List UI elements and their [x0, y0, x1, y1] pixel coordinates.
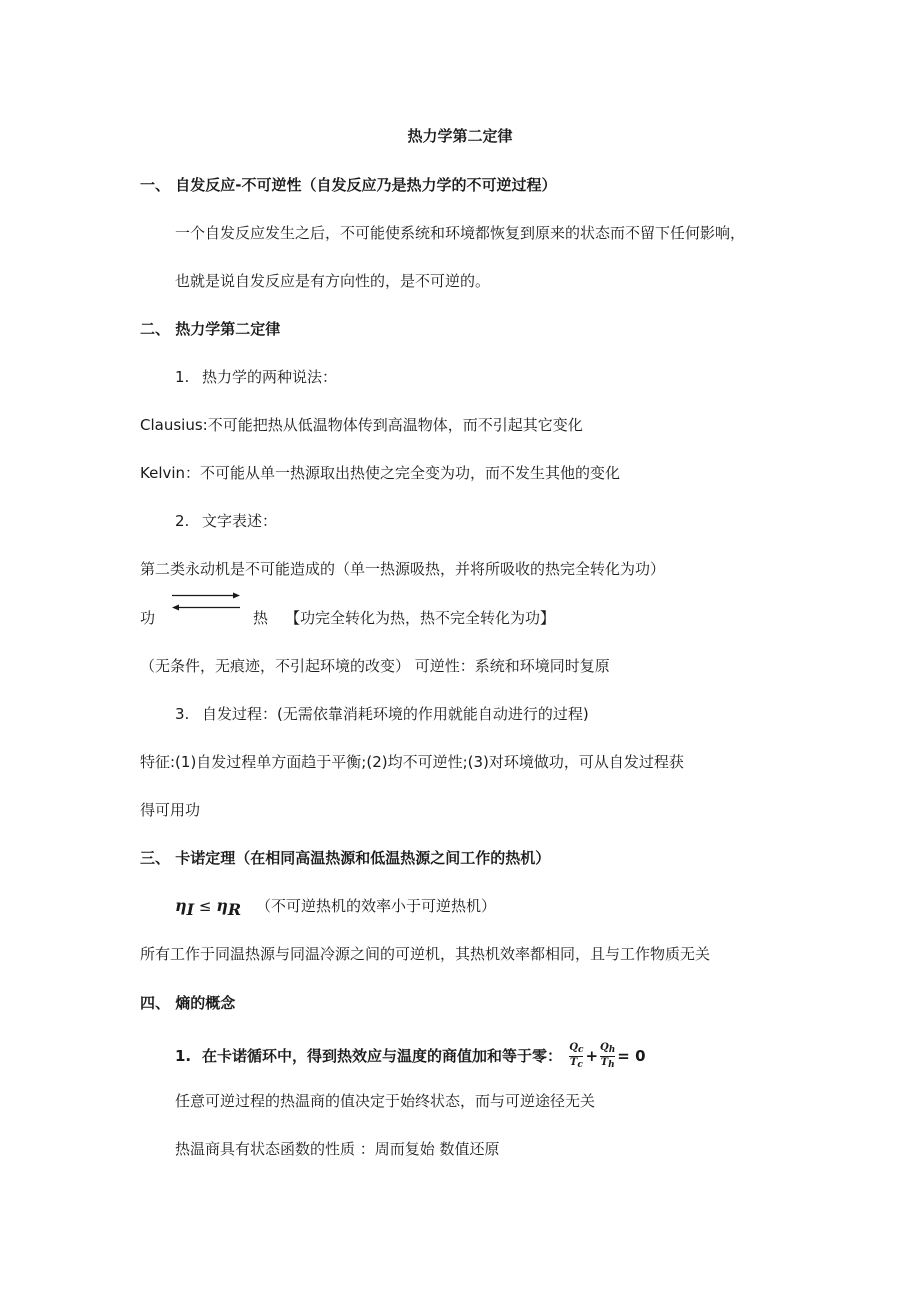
- section-4-heading: 四、 熵的概念: [140, 994, 236, 1012]
- heat-label: 热: [253, 609, 269, 627]
- clausius-statement: Clausius:不可能把热从低温物体传到高温物体，而不引起其它变化: [140, 416, 583, 434]
- carnot-inequality: [175, 896, 496, 920]
- fraction-qh-th: $\frac{Q_h}{T_h}$: [600, 1042, 616, 1070]
- features-line-1: 特征:(1)自发过程单方面趋于平衡;(2)均不可逆性;(3)对环境做功，可从自发过程获: [140, 753, 684, 771]
- plus-symbol: +: [585, 1047, 599, 1065]
- section-2-heading: 二、 热力学第二定律: [140, 320, 281, 338]
- fraction-qc-tc: $\frac{Q_c}{T_c}$: [569, 1042, 584, 1070]
- section-1-paragraph-2: 也就是说自发反应是有方向性的，是不可逆的。: [175, 272, 491, 290]
- work-label: 功: [140, 609, 156, 627]
- section-2-item-3: [175, 704, 589, 724]
- features-line-2: 得可用功: [140, 801, 201, 819]
- eta-symbol: η: [175, 896, 187, 915]
- item-text: 在卡诺循环中，得到热效应与温度的商值加和等于零：: [202, 1047, 563, 1065]
- document-title: 热力学第二定律: [407, 127, 513, 145]
- conversion-note: 【功完全转化为热，热不完全转化为功】: [285, 609, 556, 627]
- section-1-paragraph-1: 一个自发反应发生之后，不可能使系统和环境都恢复到原来的状态而不留下任何影响，: [175, 224, 746, 242]
- section-2-item-2: [175, 511, 277, 531]
- item-number: 2.: [175, 512, 190, 530]
- subscript-r: R: [227, 900, 242, 919]
- section-4-item-1: [175, 1042, 646, 1071]
- inequality-note: （不可逆热机的效率小于可逆热机）: [255, 897, 496, 915]
- equals-zero: = 0: [617, 1047, 646, 1065]
- item-text: 热力学的两种说法：: [202, 368, 338, 386]
- section-3-heading: 三、 卡诺定理（在相同高温热源和低温热源之间工作的热机）: [140, 849, 551, 867]
- eta-symbol: η: [216, 896, 228, 915]
- item-text: 文字表述：: [202, 512, 278, 530]
- reversibility-statement: （无条件，无痕迹，不引起环境的改变） 可逆性：系统和环境同时复原: [140, 657, 610, 675]
- reversible-arrows-icon: [170, 591, 242, 611]
- perpetual-motion-statement: 第二类永动机是不可能造成的（单一热源吸热，并将所吸收的热完全转化为功）: [140, 560, 666, 578]
- section-4-paragraph-2: 热温商具有状态函数的性质 ：周而复始 数值还原: [175, 1140, 500, 1158]
- reversible-engine-statement: 所有工作于同温热源与同温冷源之间的可逆机，其热机效率都相同，且与工作物质无关: [140, 945, 711, 963]
- section-4-paragraph-1: 任意可逆过程的热温商的值决定于始终状态，而与可逆途径无关: [175, 1092, 596, 1110]
- le-symbol: ≤: [198, 897, 212, 915]
- item-number: 1.: [175, 368, 190, 386]
- section-1-heading: 一、 自发反应-不可逆性（自发反应乃是热力学的不可逆过程）: [140, 176, 557, 194]
- item-number: 3.: [175, 705, 190, 723]
- section-2-item-1: [175, 367, 337, 387]
- kelvin-statement: Kelvin：不可能从单一热源取出热使之完全变为功，而不发生其他的变化: [140, 464, 621, 482]
- item-number: 1.: [175, 1047, 192, 1065]
- item-text: 自发过程：(无需依靠消耗环境的作用就能自动进行的过程): [202, 705, 589, 723]
- subscript-i: I: [186, 900, 195, 919]
